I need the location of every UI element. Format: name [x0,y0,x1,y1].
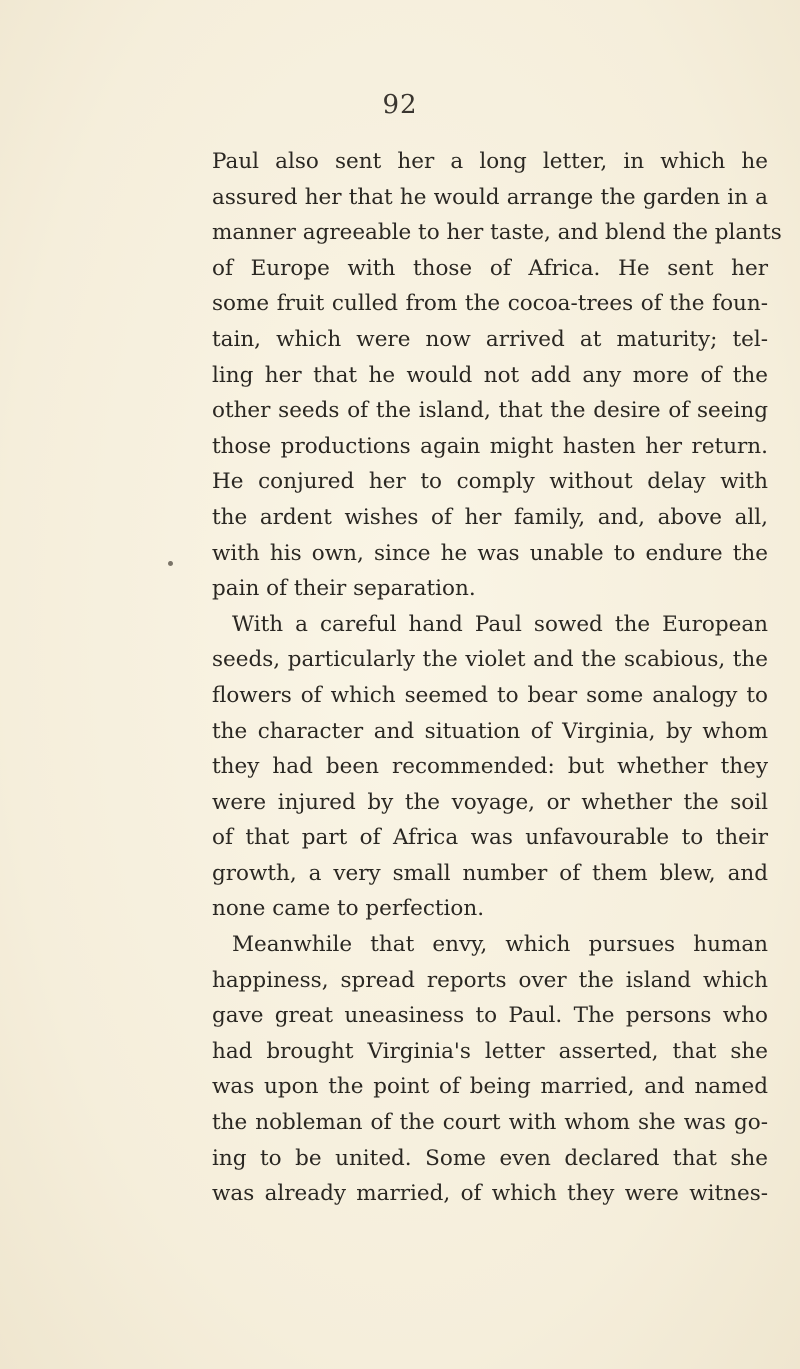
text-line: had brought Virginia's letter asserted, that she [212,1038,768,1064]
paragraph-start-line: With a careful hand Paul sowed the European [232,611,768,637]
text-line: the ardent wishes of her family, and, above all, [212,504,768,530]
text-line: the nobleman of the court with whom she was go- [212,1110,768,1136]
text-line: with his own, since he was unable to endure the [212,540,768,566]
text-line: some fruit culled from the cocoa-trees of the foun- [212,291,768,317]
text-line: growth, a very small number of them blew, and [212,860,768,886]
body-text [212,144,782,1212]
text-line: was already married, of which they were witnes- [212,1181,768,1207]
text-line: were injured by the voyage, or whether the soil [212,789,768,815]
paragraph-start-line: Meanwhile that envy, which pursues human [232,932,768,958]
text-line: manner agreeable to her taste, and blend the plants [212,220,782,246]
text-line: happiness, spread reports over the island which [212,967,768,993]
text-line: they had been recommended: but whether they [212,754,768,780]
text-line: other seeds of the island, that the desire of seeing [212,398,768,424]
text-line: the character and situation of Virginia, by whom [212,718,768,744]
paragraph-end-line: none came to perfection. [212,896,485,922]
text-line: of Europe with those of Africa. He sent her [212,255,768,281]
text-line: Paul also sent her a long letter, in which he [212,149,768,174]
text-line: of that part of Africa was unfavourable to their [212,825,768,851]
text-line: assured her that he would arrange the garden in a [212,184,768,210]
paragraph-end-line: pain of their separation. [212,576,476,602]
text-line: He conjured her to comply without delay with [212,469,768,495]
margin-mark [168,561,173,566]
text-line: ling her that he would not add any more of the [212,362,768,388]
page-number: 92 [382,90,418,120]
text-line: gave great uneasiness to Paul. The persons who [212,1003,768,1029]
text-line: those productions again might hasten her return. [212,433,768,459]
text-line: ing to be united. Some even declared that she [212,1145,768,1171]
text-line: flowers of which seemed to bear some analogy to [212,682,768,708]
text-line: was upon the point of being married, and named [212,1074,768,1100]
text-line: tain, which were now arrived at maturity; tel- [212,326,768,352]
text-line: seeds, particularly the violet and the scabious, the [212,647,768,673]
